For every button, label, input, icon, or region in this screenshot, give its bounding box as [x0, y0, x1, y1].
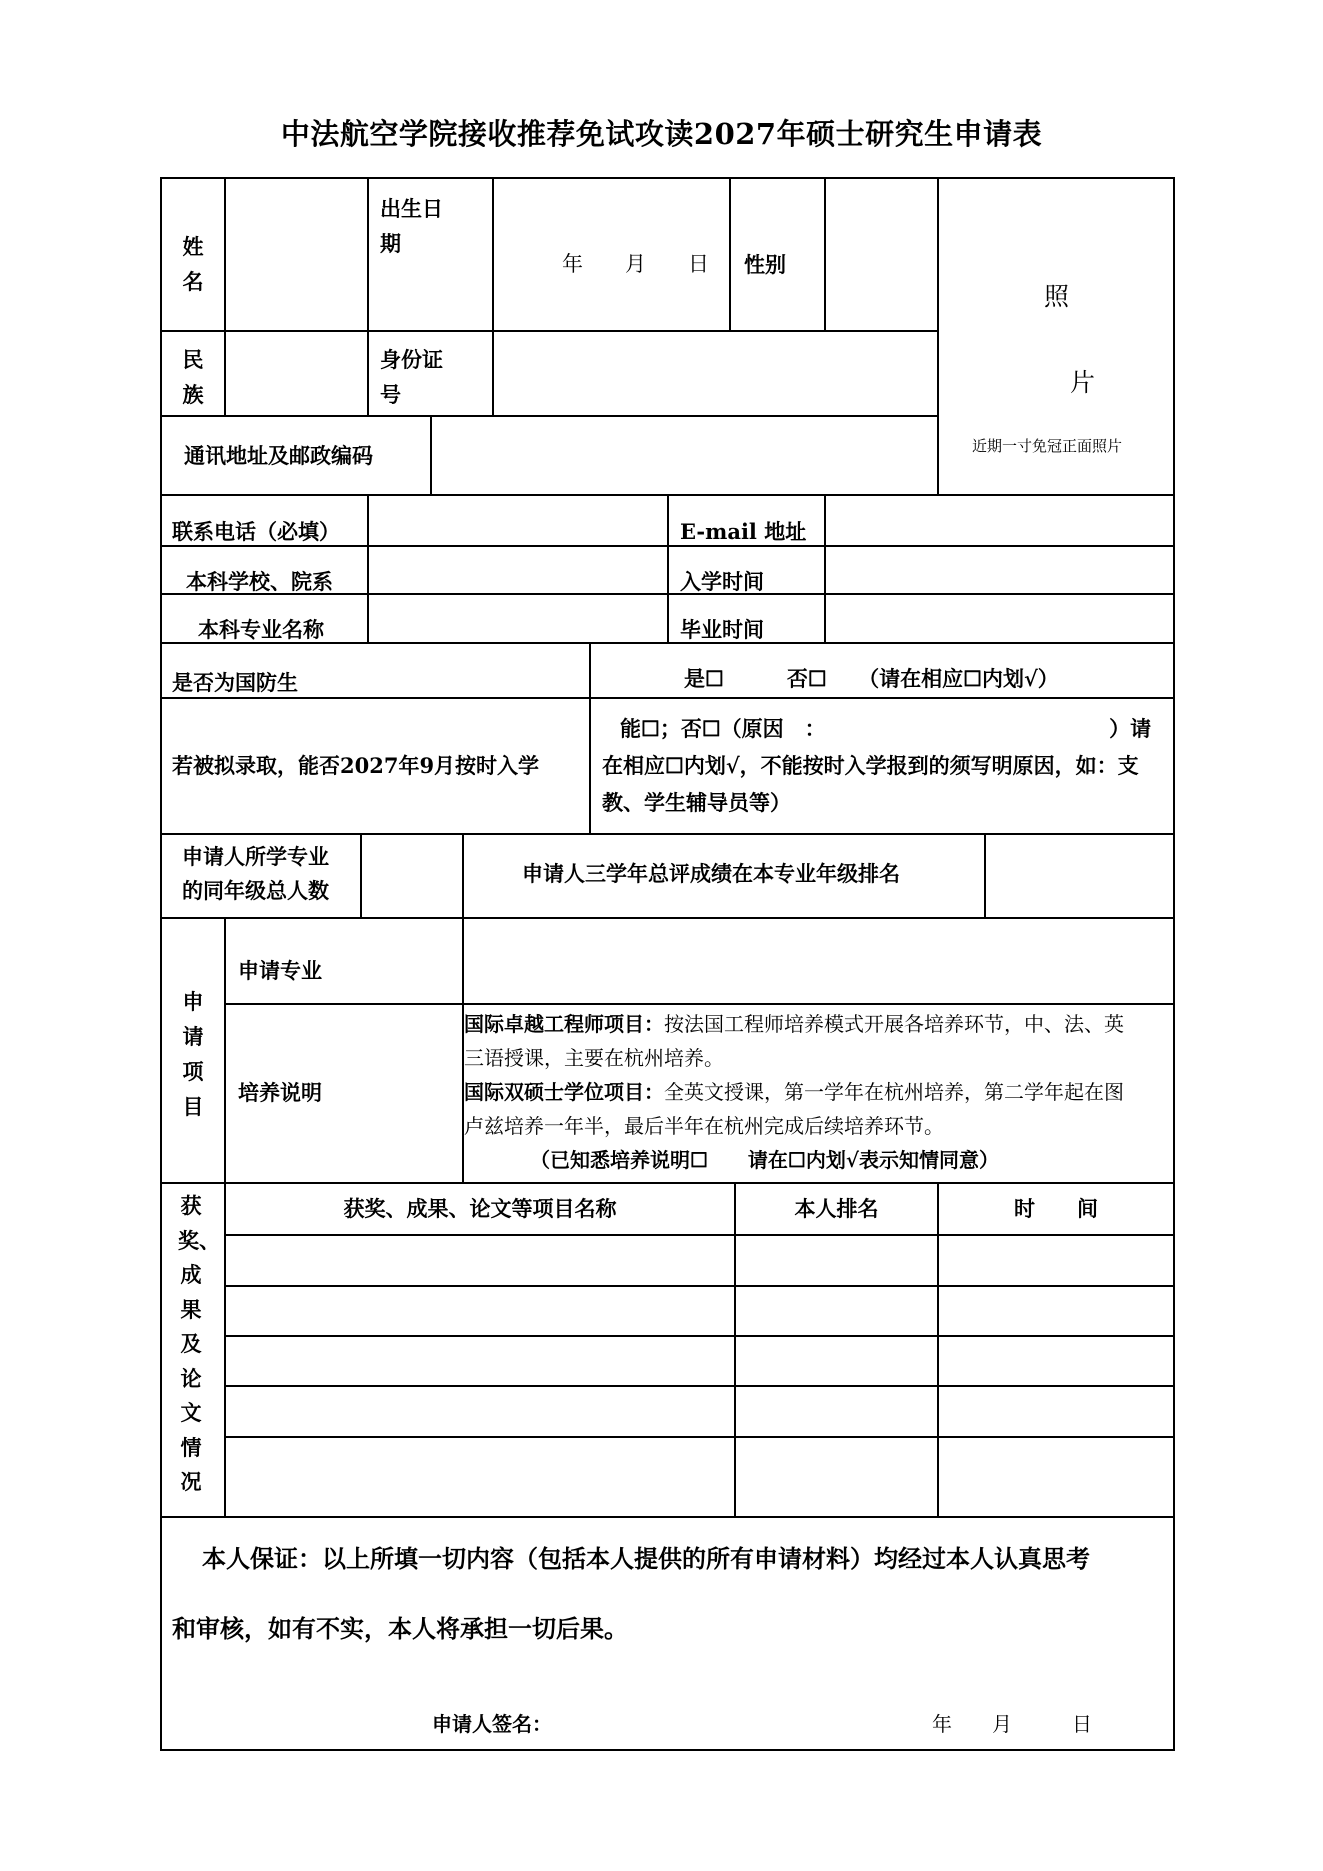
on-time-enrollment-line-2: 在相应☐内划√，不能按时入学报到的须写明原因，如：支 [602, 753, 1139, 778]
on-time-enrollment-label: 若被拟录取，能否2027年9月按时入学 [172, 753, 540, 778]
on-time-enrollment-line-1[interactable]: 能☐；否☐（原因 ： ）请 [620, 716, 1152, 741]
awards-col-name: 获奖、成果、论文等项目名称 [343, 1196, 617, 1221]
rule [224, 1335, 1173, 1337]
application-section-label: 申请项目 [182, 989, 204, 1119]
rule [162, 1182, 1173, 1184]
rule [360, 833, 362, 917]
program-1-title: 国际卓越工程师项目： [464, 1012, 664, 1036]
rule [462, 833, 464, 917]
signature-date: 年 月 日 [932, 1712, 1092, 1736]
rule [937, 179, 939, 494]
rule [492, 179, 494, 330]
awards-col-rank: 本人排名 [794, 1196, 879, 1221]
rule [224, 1234, 1173, 1236]
rule [224, 330, 226, 415]
ethnicity-label: 民族 [182, 347, 204, 407]
rule [984, 833, 986, 917]
rule [824, 179, 826, 330]
cohort-total-label-2: 的同年级总人数 [182, 878, 329, 903]
undergrad-major-label: 本科专业名称 [198, 617, 324, 642]
rule [734, 1182, 736, 1516]
email-label: E-mail 地址 [680, 519, 807, 544]
rule [729, 179, 731, 330]
rule [367, 494, 369, 642]
rule [367, 330, 369, 415]
name-label: 姓名 [182, 234, 204, 294]
enrollment-date-label: 入学时间 [680, 569, 764, 594]
rule [162, 415, 939, 417]
birth-date-ymd: 年 月 日 [562, 252, 709, 276]
rule [367, 179, 369, 330]
id-number-label: 身份证号 [380, 347, 443, 407]
photo-label-1: 照 [1044, 282, 1070, 311]
training-acknowledge[interactable]: （已知悉培养说明☐ 请在☐内划√表示知情同意） [530, 1148, 1000, 1172]
address-label: 通讯地址及邮政编码 [184, 443, 373, 468]
photo-note: 近期一寸免冠正面照片 [972, 437, 1123, 455]
awards-section-label: 获奖、成果及论文情况 [178, 1193, 220, 1494]
rule [162, 833, 1173, 835]
program-1-text: 按法国工程师培养模式开展各培养环节，中、法、英 [664, 1012, 1124, 1036]
rule [224, 1285, 1173, 1287]
birth-date-label: 出生日期 [380, 196, 443, 256]
awards-col-time: 时 间 [1014, 1196, 1098, 1221]
phone-label: 联系电话（必填） [172, 519, 340, 544]
declaration-line-1: 本人保证：以上所填一切内容（包括本人提供的所有申请材料）均经过本人认真思考 [202, 1544, 1090, 1573]
declaration-line-2: 和审核，如有不实，本人将承担一切后果。 [172, 1614, 628, 1643]
rule [224, 1385, 1173, 1387]
defense-student-options[interactable]: 是☐ 否☐ （请在相应☐内划√） [684, 666, 1059, 691]
rule [589, 642, 591, 833]
program-2-title: 国际双硕士学位项目： [464, 1080, 664, 1104]
form-title: 中法航空学院接收推荐免试攻读2027年硕士研究生申请表 [280, 117, 1043, 151]
training-note-label: 培养说明 [238, 1080, 322, 1105]
rule [824, 494, 826, 642]
applied-major-label: 申请专业 [238, 958, 322, 983]
rule [492, 330, 494, 415]
on-time-enrollment-line-3: 教、学生辅导员等） [602, 790, 791, 815]
program-2-line-2: 卢兹培养一年半，最后半年在杭州完成后续培养环节。 [464, 1114, 944, 1138]
rule [162, 1516, 1173, 1518]
rule [224, 1436, 1173, 1438]
rule [224, 1003, 1173, 1005]
rule [162, 330, 939, 332]
rule [430, 415, 432, 494]
rule [667, 494, 669, 642]
graduation-date-label: 毕业时间 [680, 617, 764, 642]
rule [162, 917, 1173, 919]
rule [162, 697, 1173, 699]
rule [224, 179, 226, 330]
defense-student-label: 是否为国防生 [172, 670, 298, 695]
gender-label: 性别 [744, 252, 786, 277]
signature-label: 申请人签名： [432, 1712, 552, 1736]
application-form-table [160, 177, 1175, 1751]
program-2-text: 全英文授课，第一学年在杭州培养，第二学年起在图 [664, 1080, 1124, 1104]
program-2-line-1 [464, 1075, 1124, 1110]
rule [937, 1182, 939, 1516]
program-1-line-1 [464, 1007, 1124, 1042]
rank-label: 申请人三学年总评成绩在本专业年级排名 [522, 861, 900, 886]
undergrad-school-label: 本科学校、院系 [186, 569, 333, 594]
program-1-line-2: 三语授课，主要在杭州培养。 [464, 1046, 724, 1070]
cohort-total-label-1: 申请人所学专业 [182, 844, 329, 869]
photo-label-2: 片 [1070, 368, 1096, 397]
